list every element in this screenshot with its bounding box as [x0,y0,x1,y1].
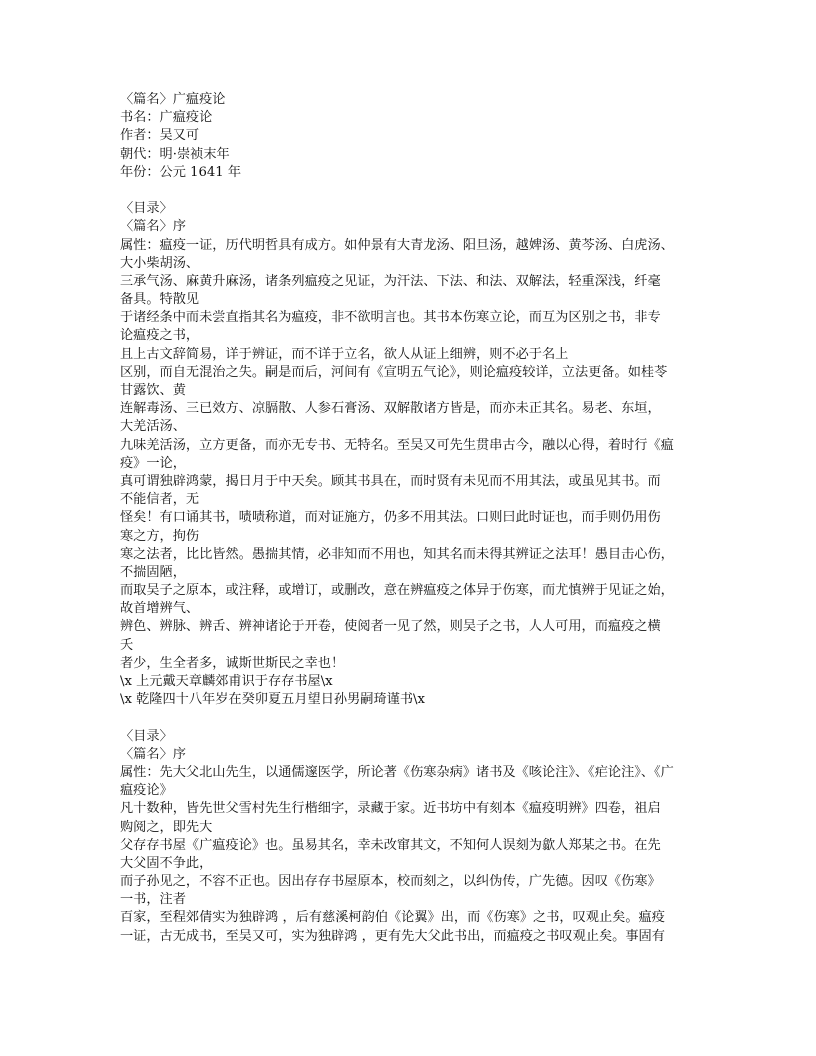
text-line: 甘露饮、黄 [120,383,186,398]
text-line: 者少，生全者多，诚斯世斯民之幸也！ [120,655,345,671]
text-line: 大羌活汤、 [120,419,186,435]
text-line: 凡十数种，皆先世父雪村先生行楷细字，录藏于家。近书坊中有刻本《瘟疫明辨》四卷，祖启 [120,801,661,817]
text-line: 一书，注者 [120,892,186,908]
text-line: 不能信者，无 [120,492,200,508]
text-line: 三承气汤、麻黄升麻汤，诸条列瘟疫之见证，为汗法、下法、和法、双解法，轻重深浅，纤毫 [120,273,661,289]
text-line: \x 乾隆四十八年岁在癸卯夏五月望日孙男嗣琦谨书\x [120,692,425,708]
metadata-line: 朝代：明·崇祯末年 [120,146,230,162]
text-line: 父存存书屋《广瘟疫论》也。虽易其名，幸未改窜其文，不知何人误刻为歙人郑某之书。在先 [120,837,661,853]
book-metadata [120,91,700,182]
text-line: 论瘟疫之书， [120,328,200,344]
text-line: 备具。特散见 [120,292,200,308]
text-line: 一证，古无成书，至吴又可，实为独辟鸿 ，更有先大父此书出，而瘟疫之书叹观止矣。事固有 [120,928,665,944]
text-line: 购阅之，即先大 [120,819,213,835]
text-line: \x 上元戴天章麟郊甫识于存存书屋\x [120,674,333,689]
text-line: 怪矣！有口诵其书，啧啧称道，而对证施方，仍多不用其法。口则曰此时证也，而手则仍用伤 [120,510,661,526]
text-line: 辨色、辨脉、辨舌、辨神诸论于开卷，使阅者一见了然，则吴子之书，人人可用，而瘟疫之横 [120,619,661,635]
metadata-line: 年份：公元 1641 年 [120,164,242,180]
text-line: 而取吴子之原本，或注释，或增订，或删改，意在辨瘟疫之体异于伤寒，而尤慎辨于见证之始， [120,583,674,599]
text-line: 〈篇名〉序 [120,219,186,235]
text-line: 区别，而自无混治之失。嗣是而后，河间有《宣明五气论》，则论瘟疫较详，立法更备。如桂苓 [120,364,668,380]
text-line: 〈目录〉 [120,201,173,217]
blank-line [120,709,700,727]
document-page [120,91,700,946]
text-line: 于诸经条中而未尝直指其名为瘟疫，非不欲明言也。其书本伤寒立论，而互为区别之书，非专 [120,310,661,326]
text-line: 连解毒汤、三已效方、凉膈散、人参石膏汤、双解散诸方皆是，而亦未正其名。易老、东垣， [120,401,661,417]
text-line: 寒之方，拘伤 [120,528,200,544]
text-line: 〈目录〉 [120,728,173,744]
text-line: 寒之法者，比比皆然。愚揣其情，必非知而不用也，知其名而未得其辨证之法耳！愚目击心伤， [120,546,674,562]
preface-section-1 [120,200,700,709]
metadata-line: 〈篇名〉广瘟疫论 [120,92,226,107]
metadata-line: 作者：吴又可 [120,128,200,144]
metadata-line: 书名：广瘟疫论 [120,110,213,126]
text-line: 而子孙见之，不容不正也。因出存存书屋原本，校而刻之，以纠伪传，广先德。因叹《伤寒》 [120,874,661,890]
text-line: 属性：瘟疫一证，历代明哲具有成方。如仲景有大青龙汤、阳旦汤，越婢汤、黄芩汤、白虎汤、 [120,237,674,253]
text-line: 故首增辨气、 [120,601,200,617]
text-line: 属性：先大父北山先生，以通儒邃医学，所论著《伤寒杂病》诸书及《咳论注》、《疟论注》、《广 [120,764,674,780]
text-line: 百家，至程郊倩实为独辟鸿 ，后有慈溪柯韵伯《论翼》出，而《伤寒》之书，叹观止矣。瘟疫 [120,910,665,926]
text-line: 大父固不争此， [120,855,213,871]
text-line: 〈篇名〉序 [120,746,186,762]
text-line: 夭 [120,637,134,653]
text-line: 且上古文辞简易，详于辨证，而不详于立名，欲人从证上细辨，则不必于名上 [120,346,569,362]
text-line: 不揣固陋， [120,564,186,580]
text-line: 疫》一论， [120,455,186,471]
text-line: 大小柴胡汤、 [120,255,200,271]
text-line: 瘟疫论》 [120,783,173,799]
text-line: 九味羌活汤，立方更备，而亦无专书、无特名。至吴又可先生贯串古今，融以心得，着时行《瘟 [120,437,674,453]
text-line: 真可谓独辟鸿蒙，揭日月于中天矣。顾其书具在，而时贤有未见而不用其法，或虽见其书。而 [120,473,661,489]
blank-line [120,182,700,200]
preface-section-2 [120,728,700,946]
